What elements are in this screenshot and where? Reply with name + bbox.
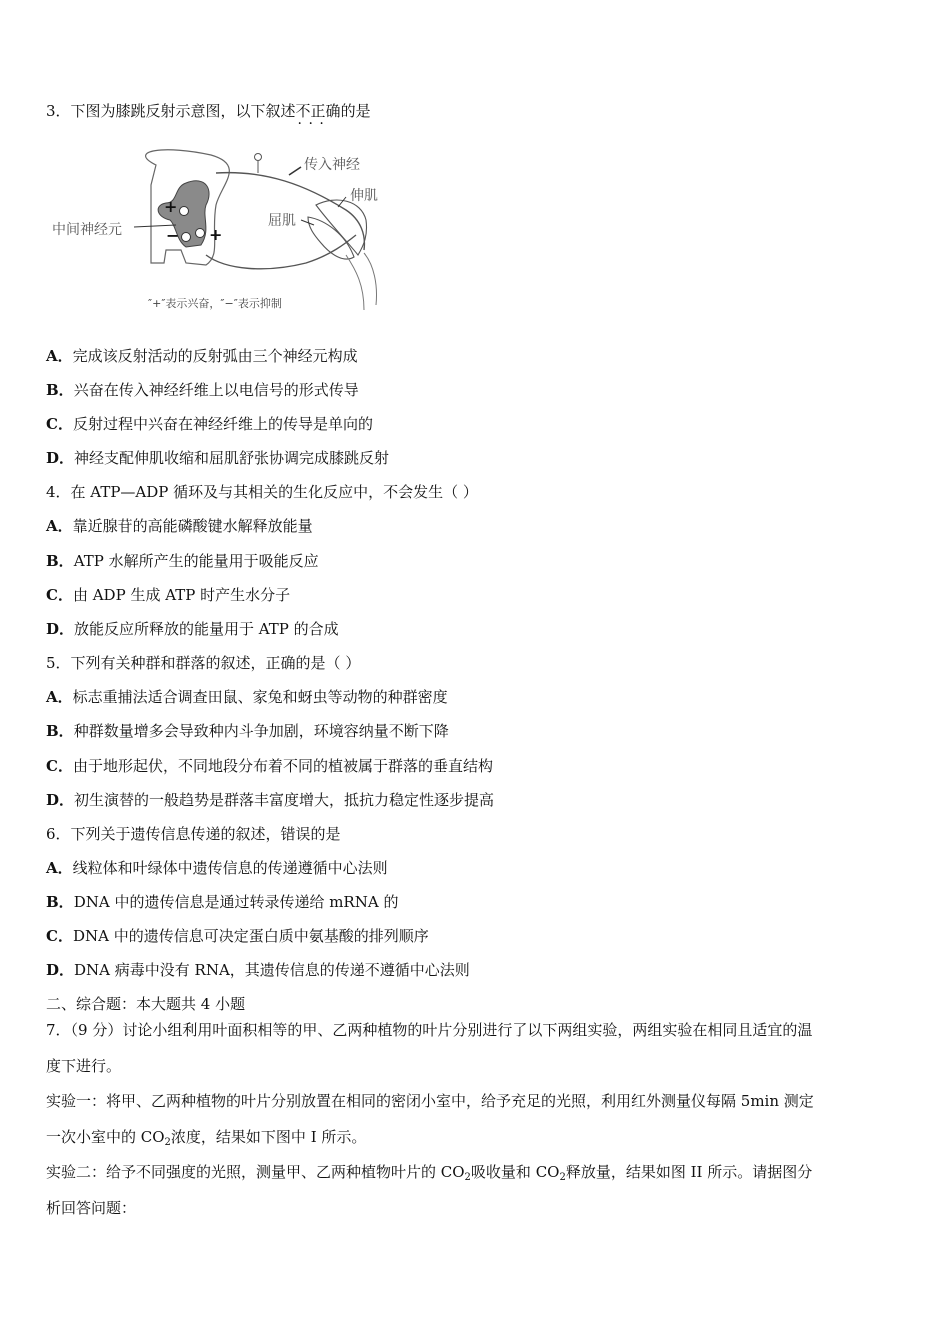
q6-option-d[interactable]: D．DNA 病毒中没有 RNA，其遗传信息的传递不遵循中心法则	[46, 961, 470, 979]
q3-option-c[interactable]: C．反射过程中兴奋在神经纤维上的传导是单向的	[46, 415, 373, 433]
q3-option-b[interactable]: B．兴奋在传入神经纤维上以电信号的形式传导	[46, 381, 359, 399]
q7-line-2: 度下进行。	[46, 1057, 122, 1075]
q4-option-a[interactable]: A．靠近腺苷的高能磷酸键水解释放能量	[46, 517, 313, 535]
q5-stem: 5．下列有关种群和群落的叙述，正确的是（ ）	[46, 654, 361, 672]
plus-mark-2: +	[209, 225, 223, 244]
q7-exp1-line-1: 实验一：将甲、乙两种植物的叶片分别放置在相同的密闭小室中，给予充足的光照，利用红外测量仪每隔 5min 测定	[46, 1092, 814, 1110]
q7-exp1-line-2: 一次小室中的 $CO_2$浓度，结果如下图中 I 所示。	[46, 1128, 367, 1148]
leg-outline	[346, 253, 377, 310]
q3-option-d[interactable]: D．神经支配伸肌收缩和屈肌舒张协调完成膝跳反射	[46, 449, 390, 467]
label-afferent-nerve: 传入神经	[304, 157, 360, 173]
afferent-nerve-path	[216, 173, 364, 250]
q3-option-a[interactable]: A．完成该反射活动的反射弧由三个神经元构成	[46, 347, 358, 365]
emphasis-text: 不正确 · · ·	[296, 102, 341, 120]
q4-stem: 4．在 ATP—ADP 循环及与其相关的生化反应中，不会发生（ ）	[46, 483, 478, 501]
knee-jerk-reflex-diagram	[46, 145, 406, 320]
q6-option-b[interactable]: B．DNA 中的遗传信息是通过转录传递给 mRNA 的	[46, 893, 399, 911]
q5-option-a[interactable]: A．标志重捕法适合调查田鼠、家兔和蚜虫等动物的种群密度	[46, 688, 448, 706]
q5-option-d[interactable]: D．初生演替的一般趋势是群落丰富度增大，抵抗力稳定性逐步提高	[46, 791, 495, 809]
q6-option-c[interactable]: C．DNA 中的遗传信息可决定蛋白质中氨基酸的排列顺序	[46, 927, 429, 945]
minus-mark: −	[166, 226, 180, 245]
q5-option-c[interactable]: C．由于地形起伏，不同地段分布着不同的植被属于群落的垂直结构	[46, 757, 493, 775]
q7-exp2-line-1: 实验二：给予不同强度的光照，测量甲、乙两种植物叶片的 $CO_2$吸收量和 $CO_2$释放量，结果如图 II 所示。请据图分	[46, 1163, 813, 1183]
q4-option-c[interactable]: C．由 ADP 生成 ATP 时产生水分子	[46, 586, 291, 604]
leader-flexor	[301, 220, 314, 225]
plus-mark-1: +	[164, 197, 178, 216]
q7-exp2-line-2: 析回答问题：	[46, 1199, 137, 1217]
label-extensor: 伸肌	[350, 188, 378, 204]
section-title: 二、综合题：本大题共 4 小题	[46, 995, 246, 1013]
leader-afferent	[289, 167, 301, 175]
q6-option-a[interactable]: A．线粒体和叶绿体中遗传信息的传递遵循中心法则	[46, 859, 388, 877]
q3-stem: 3．下图为膝跳反射示意图，以下叙述不正确 · · ·的是	[46, 101, 371, 121]
efferent-nerve-path	[206, 235, 356, 269]
interneuron-dot-3	[196, 229, 205, 238]
q4-option-d[interactable]: D．放能反应所释放的能量用于 ATP 的合成	[46, 620, 339, 638]
q6-stem: 6．下列关于遗传信息传递的叙述，错误的是	[46, 825, 341, 843]
q5-option-b[interactable]: B．种群数量增多会导致种内斗争加剧，环境容纳量不断下降	[46, 722, 449, 740]
label-interneuron: 中间神经元	[52, 222, 122, 238]
interneuron-dot-1	[180, 207, 189, 216]
interneuron-dot-2	[182, 233, 191, 242]
q4-option-b[interactable]: B．ATP 水解所产生的能量用于吸能反应	[46, 552, 319, 570]
figure-caption: ″+″表示兴奋，″−″表示抑制	[148, 297, 282, 310]
label-flexor: 屈肌	[268, 213, 296, 229]
leader-extensor	[338, 197, 346, 207]
ganglion	[255, 154, 262, 161]
q7-line-1: 7．（9 分）讨论小组利用叶面积相等的甲、乙两种植物的叶片分别进行了以下两组实验，两组实验在相同且适宜的温	[46, 1021, 813, 1039]
